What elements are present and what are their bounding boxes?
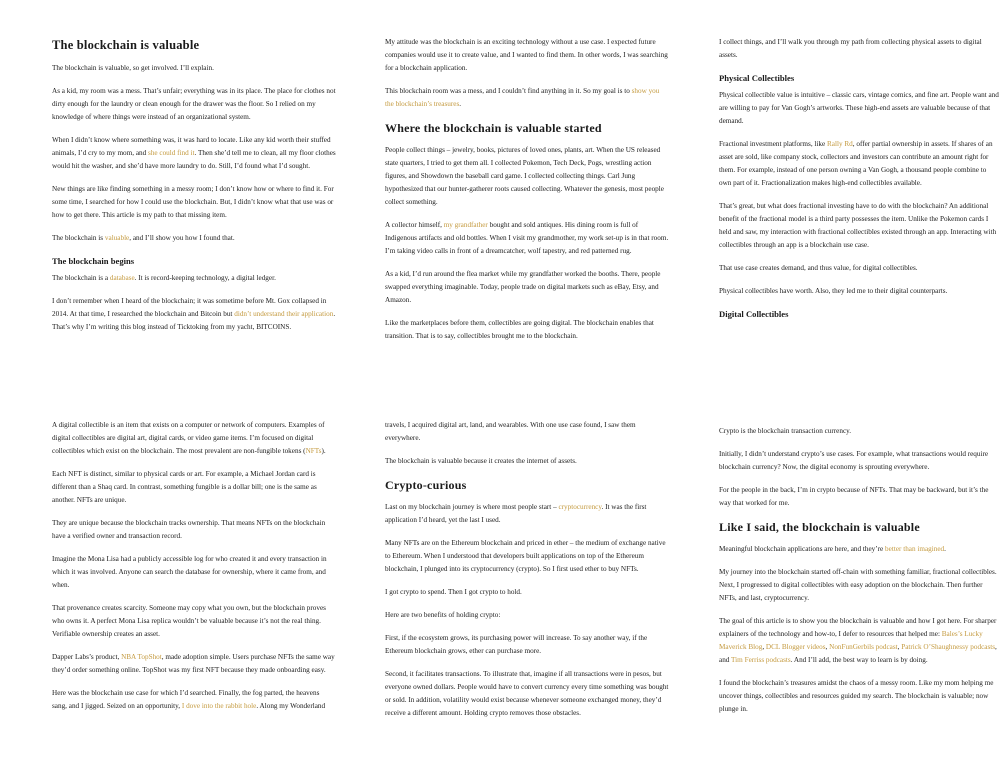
text-run: I found the blockchain’s treasures amidst the chaos of a messy room. Like my mom helping me uncover things, collectibles and resources guided my search. The blockchain is valuable; now plunge in. [719, 679, 994, 713]
paragraph [385, 219, 669, 258]
text-run: I collect things, and I’ll walk you through my path from collecting physical assets to digital assets. [719, 38, 982, 59]
paragraph [719, 448, 999, 474]
inline-link[interactable]: DCL Blogger videos [765, 643, 826, 651]
text-run: As a kid, my room was a mess. That’s unfair; everything was in its place. The place for clothes not dirty enough for the laundry or clean enough for the drawer was the floor. So I relied on my knowledge of where things were instead of an organizational system. [52, 87, 336, 121]
paragraph [719, 36, 999, 62]
paragraph [52, 272, 336, 285]
text-run: New things are like finding something in a messy room; I don’t know how or where to find it. For some time, I searched for how I could use the blockchain. But, I didn’t know what that use was or how to get there. This article is my path to that missing item. [52, 185, 334, 219]
section-heading [719, 520, 999, 535]
text-run: I don’t remember when I heard of the blockchain; it was sometime before Mt. Gox collapsed in 2014. At that time, I researched the blockchain and Bitcoin but [52, 297, 327, 318]
text-run: Dapper Labs’s product, [52, 653, 122, 661]
text-run: , made adoption simple. Users purchase NFTs the same way they’d order something online. TopShot was my first NFT because they made onboarding easy. [52, 653, 335, 674]
inline-link[interactable]: NonFunGerbils podcast [829, 643, 898, 651]
text-run: The blockchain is valuable [52, 38, 200, 52]
document-page-6 [719, 425, 999, 726]
text-run: My attitude was the blockchain is an exciting technology without a use case. I expected future companies would use it to create value, and I wanted to find them. In other words, I was searching for a blockchain application. [385, 38, 668, 72]
section-heading [52, 255, 336, 267]
paragraph [385, 586, 669, 599]
document-page-5 [385, 419, 669, 730]
text-run: A digital collectible is an item that exists on a computer or network of computers. Examples of digital collectibles are digital art, digital cards, or video game items. I’m focused on digital collectibles which exist on the blockchain. The most prevalent are non-fungible tokens ( [52, 421, 325, 455]
text-run: The goal of this article is to show you the blockchain is valuable and how I got here. For sharper explainers of the technology and how-to, I defer to resources that helped me: [719, 617, 997, 638]
paragraph [719, 543, 999, 556]
text-run: Digital Collectibles [719, 309, 789, 319]
paragraph [385, 419, 669, 445]
inline-link[interactable]: database [109, 274, 135, 282]
inline-link[interactable]: Patrick O’Shaughnessy podcasts [901, 643, 996, 651]
text-run: Initially, I didn’t understand crypto’s use cases. For example, what transactions would require blockchain currency? Now, the digital economy is sprouting everywhere. [719, 450, 989, 471]
inline-link[interactable]: cryptocurrency [558, 503, 602, 511]
paragraph [719, 615, 999, 667]
text-run: , [762, 643, 766, 651]
inline-link[interactable]: Rally Rd [827, 140, 853, 148]
section-heading [719, 72, 999, 84]
text-run: Here are two benefits of holding crypto: [385, 611, 501, 619]
text-run: My journey into the blockchain started off-chain with something familiar, fractional collectibles. Next, I progressed to digital collectibles with easy adoption on the blockchain. Then further NFTs, and last, cryptocurrency. [719, 568, 997, 602]
text-run: That use case creates demand, and thus value, for digital collectibles. [719, 264, 918, 272]
section-heading [385, 478, 669, 493]
paragraph [719, 262, 999, 275]
paragraph [719, 425, 999, 438]
inline-link[interactable]: show you the blockchain’s treasures [385, 87, 660, 108]
paragraph [52, 183, 336, 222]
inline-link[interactable]: Tim Ferriss podcasts [731, 656, 791, 664]
text-run: First, if the ecosystem grows, its purchasing power will increase. To say another way, if the Ethereum blockchain grows, ether can purchase more. [385, 634, 648, 655]
inline-link[interactable]: NFTs [305, 447, 322, 455]
inline-link[interactable]: I dove into the rabbit hole [181, 702, 257, 710]
text-run: Second, it facilitates transactions. To illustrate that, imagine if all transactions were in pesos, but everyone owned dollars. People would have to convert currency every time something was bought or sold. In addition, volatility would exist because whenever someone exchanged money, they’d receive a different amount. Holding crypto removes those obstacles. [385, 670, 669, 717]
text-run: . That’s why I’m writing this blog instead of Ticktoking from my yacht, BITCOINS. [52, 310, 336, 331]
paragraph [52, 687, 336, 713]
text-run: Where the blockchain is valuable started [385, 121, 602, 135]
paragraph [52, 602, 336, 641]
text-run: The blockchain is valuable because it creates the internet of assets. [385, 457, 577, 465]
paragraph [385, 85, 669, 111]
paragraph [52, 419, 336, 458]
paragraph [385, 668, 669, 720]
paragraph [52, 134, 336, 173]
paragraph [52, 62, 336, 75]
paragraph [719, 285, 999, 298]
paragraph [719, 677, 999, 716]
inline-link[interactable]: valuable [104, 234, 130, 242]
paragraph [719, 566, 999, 605]
text-run: The blockchain is valuable, so get involved. I’ll explain. [52, 64, 214, 72]
paragraph [719, 484, 999, 510]
text-run: A collector himself, [385, 221, 444, 229]
text-run: . [944, 545, 946, 553]
paragraph [385, 501, 669, 527]
text-run: ). [321, 447, 326, 455]
section-heading [385, 121, 669, 136]
text-run: . Then she’d tell me to clean, all my floor clothes would hit the washer, and she’d have more laundry to do. Still, I’d found what I’d sought. [52, 149, 336, 170]
text-run: , [825, 643, 830, 651]
text-run: Crypto is the blockchain transaction currency. [719, 427, 852, 435]
paragraph [52, 517, 336, 543]
text-run: When I didn’t know where something was, it was hard to locate. Like any kid worth their stuffed animals, I’d cry to my mom, and [52, 136, 331, 157]
text-run: The blockchain is a [52, 274, 110, 282]
text-run: For the people in the back, I’m in crypto because of NFTs. That may be backward, but it’s the way that worked for me. [719, 486, 989, 507]
text-run: Fractional investment platforms, like [719, 140, 827, 148]
text-run: . [459, 100, 462, 108]
paragraph [385, 268, 669, 307]
text-run: , offer partial ownership in assets. If shares of an asset are sold, like company stock, collectors and investors can contribute an amount right for them. For example, instead of one person owning a Van Gogh, a thousand people combine to own part of it. Fractionalization makes high-end collectibles available. [719, 140, 993, 187]
text-run: Last on my blockchain journey is where most people start – [385, 503, 559, 511]
text-run: . It is record-keeping technology, a digital ledger. [134, 274, 276, 282]
text-run: , [897, 643, 902, 651]
inline-link[interactable]: my grandfather [443, 221, 488, 229]
paragraph [719, 138, 999, 190]
document-page-2 [385, 36, 669, 353]
text-run: Meaningful blockchain applications are here, and they’re [719, 545, 886, 553]
paragraph [719, 89, 999, 128]
text-run: The blockchain is [52, 234, 105, 242]
text-run: Here was the blockchain use case for which I’d searched. Finally, the fog parted, the heavens sang, and I jigged. Seized on an opportunity, [52, 689, 320, 710]
paragraph [385, 317, 669, 343]
paragraph [52, 553, 336, 592]
section-heading [52, 38, 336, 53]
text-run: Each NFT is distinct, similar to physical cards or art. For example, a Michael Jordan card is different than a Shaq card. In contrast, something fungible is a dollar bill; one is the same as another. NFTs are unique. [52, 470, 317, 504]
paragraph [52, 85, 336, 124]
text-run: As a kid, I’d run around the flea market while my grandfather worked the booths. There, people swapped everything imaginable. Today, people trade on digital markets such as eBay, Etsy, and Amazon. [385, 270, 661, 304]
paragraph [385, 455, 669, 468]
document-page-4 [52, 419, 336, 723]
text-run: , and [719, 643, 997, 664]
text-run: I got crypto to spend. Then I got crypto to hold. [385, 588, 522, 596]
document-page-1 [52, 38, 336, 344]
paragraph [385, 609, 669, 622]
text-run: The blockchain begins [52, 256, 135, 266]
text-run: Like the marketplaces before them, collectibles are going digital. The blockchain enables that transition. That is to say, collectibles brought me to the blockchain. [385, 319, 654, 340]
text-run: Physical Collectibles [719, 73, 795, 83]
inline-link[interactable]: NBA TopShot [121, 653, 162, 661]
text-run: They are unique because the blockchain tracks ownership. That means NFTs on the blockchain have a verified owner and transaction record. [52, 519, 326, 540]
paragraph [52, 651, 336, 677]
paragraph [52, 468, 336, 507]
text-run: travels, I acquired digital art, land, and wearables. With one use case found, I saw them everywhere. [385, 421, 636, 442]
paragraph [385, 537, 669, 576]
text-run: Like I said, the blockchain is valuable [719, 520, 920, 534]
inline-link[interactable]: she could find it [148, 149, 195, 157]
text-run: , and I’ll show you how I found that. [129, 234, 235, 242]
paragraph [385, 36, 669, 75]
inline-link[interactable]: better than imagined [885, 545, 945, 553]
text-run: Imagine the Mona Lisa had a publicly accessible log for who created it and every transaction in which it was involved. Anyone can search the database for ownership, where it came from, and when. [52, 555, 327, 589]
text-run: bought and sold antiques. His dining room is full of Indigenous artifacts and old bottles. When I visit my grandmother, my work set-up is in that room. I’m taking video calls in front of a dreamcatcher, wolf tapestry, and red patterned rug. [385, 221, 669, 255]
document-page-3 [719, 36, 999, 325]
text-run: Crypto-curious [385, 478, 467, 492]
text-run: This blockchain room was a mess, and I couldn’t find anything in it. So my goal is to [385, 87, 632, 95]
text-run: People collect things – jewelry, books, pictures of loved ones, plants, art. When the US released state quarters, I tried to get them all. I collected Pokemon, Tech Deck, Pogs, wrestling action figures, and Showdown the baseball card game. I collected collecting things. Carl Jung hypothesized that our hunter-gatherer roots caused collecting. Whatever the genesis, most people collect something. [385, 146, 664, 206]
paragraph [385, 144, 669, 209]
inline-link[interactable]: Bales’s Lucky Maverick Blog [719, 630, 983, 651]
text-run: . And I’ll add, the best way to learn is by doing. [790, 656, 928, 664]
text-run: That’s great, but what does fractional investing have to do with the blockchain? An additional benefit of the fractional model is a third party possesses the item. Unlike the Pokemon cards I held and saw, my interaction with fractional collectibles existed through an app. Interacting with collectibles through an app is a blockchain use case. [719, 202, 997, 249]
text-run: Physical collectible value is intuitive – classic cars, vintage comics, and fine art. People want and are willing to pay for Van Gogh’s artworks. These high-end assets are valuable because of that demand. [719, 91, 999, 125]
paragraph [719, 200, 999, 252]
paragraph [385, 632, 669, 658]
paragraph [52, 295, 336, 334]
inline-link[interactable]: didn’t understand their application [234, 310, 334, 318]
text-run: That provenance creates scarcity. Someone may copy what you own, but the blockchain proves who owns it. A perfect Mona Lisa replica wouldn’t be valuable because it’s not the real thing. Verifiable ownership creates an asset. [52, 604, 326, 638]
text-run: . It was the first application I’d heard, yet the last I used. [385, 503, 647, 524]
text-run: Many NFTs are on the Ethereum blockchain and priced in ether – the medium of exchange native to Ethereum. When I understood that developers built applications on top of the Ethereum blockchain, I plunged into its cryptocurrency (crypto). So I first used ether to buy NFTs. [385, 539, 666, 573]
paragraph [52, 232, 336, 245]
text-run: . Along my Wonderland [256, 702, 326, 710]
text-run: Physical collectibles have worth. Also, they led me to their digital counterparts. [719, 287, 948, 295]
section-heading [719, 308, 999, 320]
